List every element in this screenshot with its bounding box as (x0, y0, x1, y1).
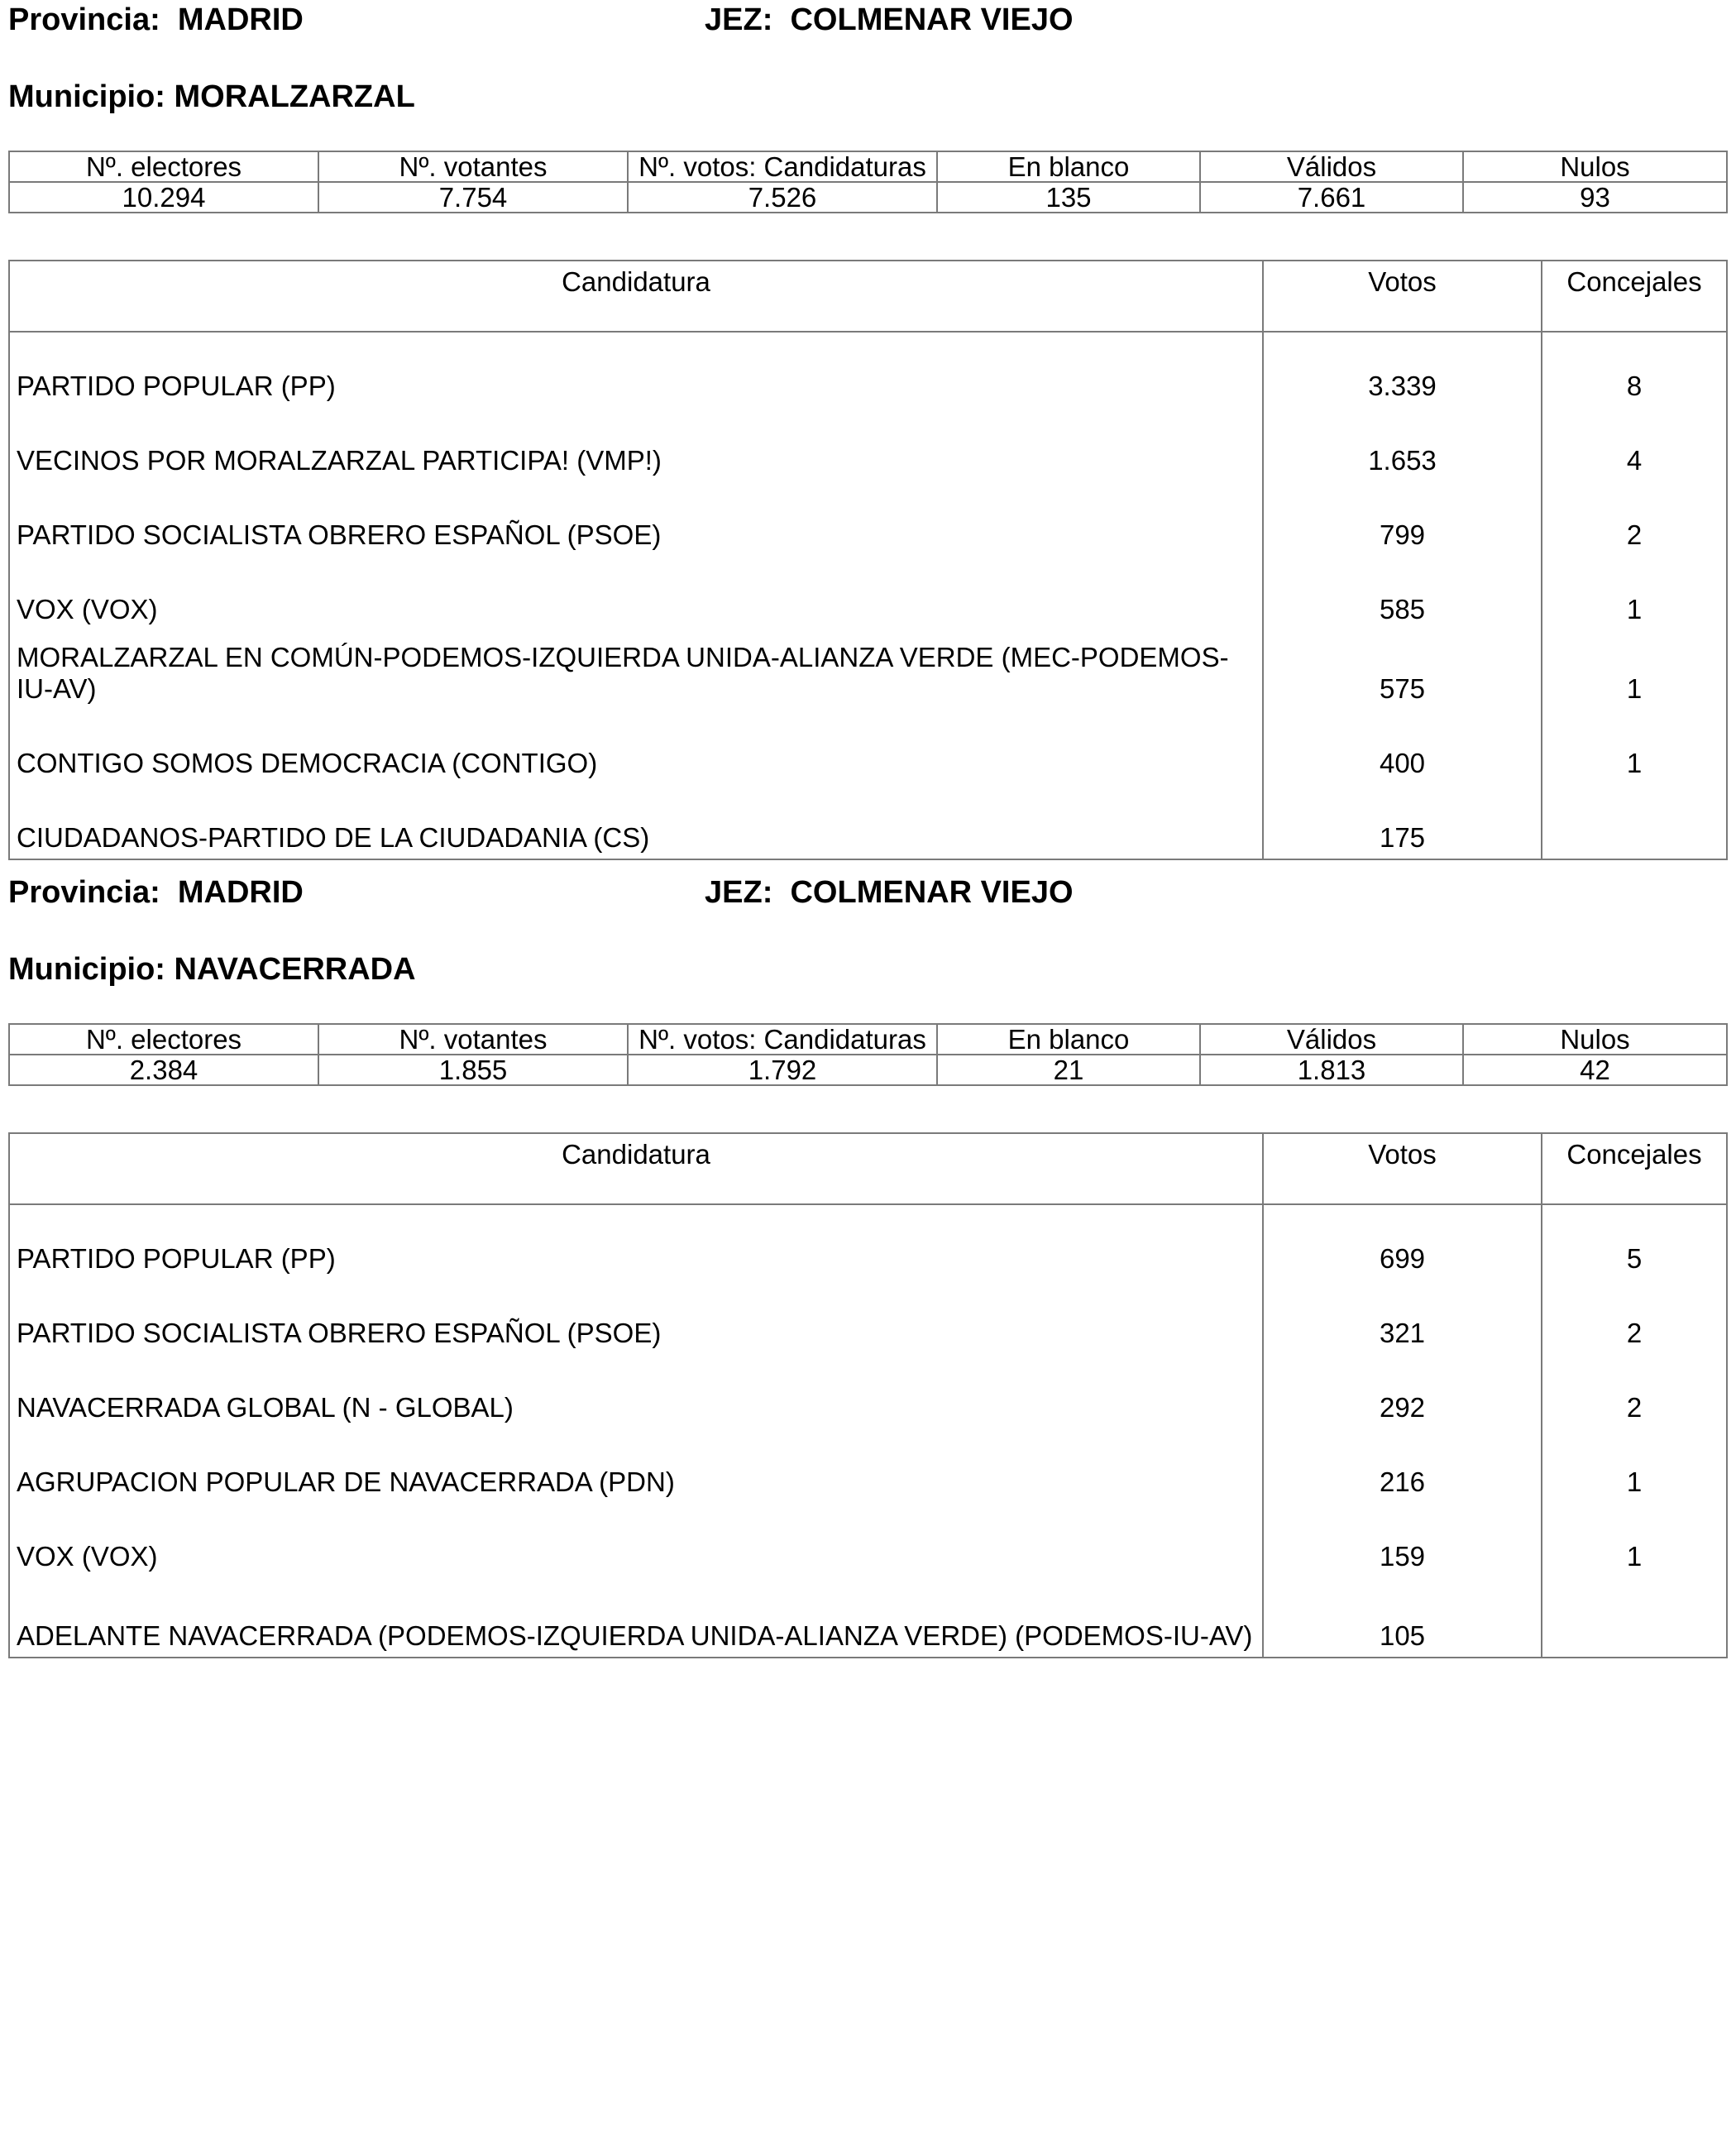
provincia-line (8, 2, 1074, 38)
concejales-value: 4 (1542, 407, 1727, 481)
candidatura-name: PARTIDO POPULAR (PP) (9, 1204, 1263, 1280)
candidatura-name: ADELANTE NAVACERRADA (PODEMOS-IZQUIERDA UNIDA-ALIANZA VERDE) (PODEMOS-IU-AV) (9, 1577, 1263, 1658)
summary-value-row (9, 182, 1727, 213)
votos-value: 799 (1263, 481, 1542, 556)
provincia-label: Provincia: (8, 2, 160, 37)
votos-value: 292 (1263, 1354, 1542, 1428)
summary-header-cell: Nulos (1463, 151, 1727, 182)
summary-value-cell: 7.661 (1200, 182, 1463, 213)
concejales-value: 2 (1542, 1280, 1727, 1354)
candidatura-name: AGRUPACION POPULAR DE NAVACERRADA (PDN) (9, 1428, 1263, 1503)
results-header-votos: Votos (1263, 1133, 1542, 1204)
votos-value: 400 (1263, 710, 1542, 784)
votos-value: 105 (1263, 1577, 1542, 1658)
summary-value-cell: 93 (1463, 182, 1727, 213)
votos-value: 159 (1263, 1503, 1542, 1577)
summary-table (8, 1023, 1728, 1086)
results-header-concejales: Concejales (1542, 261, 1727, 332)
results-table (8, 260, 1728, 860)
municipio-line (8, 79, 415, 115)
concejales-value: 1 (1542, 1503, 1727, 1577)
candidatura-name: PARTIDO POPULAR (PP) (9, 332, 1263, 407)
summary-value-row (9, 1055, 1727, 1085)
summary-header-cell: Válidos (1200, 1024, 1463, 1055)
municipio-line (8, 951, 416, 988)
concejales-value (1542, 1577, 1727, 1658)
summary-header-cell: Nº. electores (9, 151, 318, 182)
table-row (9, 710, 1727, 784)
municipio-label: Municipio: (8, 952, 165, 987)
votos-value: 321 (1263, 1280, 1542, 1354)
concejales-value: 1 (1542, 1428, 1727, 1503)
summary-value-cell: 1.792 (628, 1055, 937, 1085)
concejales-value: 5 (1542, 1204, 1727, 1280)
summary-value-cell: 1.813 (1200, 1055, 1463, 1085)
summary-value-cell: 7.754 (318, 182, 628, 213)
results-header-candidatura: Candidatura (9, 1133, 1263, 1204)
candidatura-name: MORALZARZAL EN COMÚN-PODEMOS-IZQUIERDA UNIDA-ALIANZA VERDE (MEC-PODEMOS-IU-AV) (9, 630, 1263, 710)
municipio-value: NAVACERRADA (174, 952, 416, 987)
jez-value: COLMENAR VIEJO (790, 2, 1074, 37)
municipio-value: MORALZARZAL (174, 79, 415, 114)
candidatura-name: CIUDADANOS-PARTIDO DE LA CIUDADANIA (CS) (9, 784, 1263, 859)
summary-value-cell: 10.294 (9, 182, 318, 213)
results-header-concejales: Concejales (1542, 1133, 1727, 1204)
results-table (8, 1132, 1728, 1658)
jez-value: COLMENAR VIEJO (790, 875, 1074, 910)
summary-header-row (9, 1024, 1727, 1055)
summary-header-cell: En blanco (937, 151, 1200, 182)
results-header-votos: Votos (1263, 261, 1542, 332)
candidatura-name: VECINOS POR MORALZARZAL PARTICIPA! (VMP!) (9, 407, 1263, 481)
votos-value: 3.339 (1263, 332, 1542, 407)
votos-value: 585 (1263, 556, 1542, 630)
candidatura-name: PARTIDO SOCIALISTA OBRERO ESPAÑOL (PSOE) (9, 1280, 1263, 1354)
candidatura-name: PARTIDO SOCIALISTA OBRERO ESPAÑOL (PSOE) (9, 481, 1263, 556)
summary-header-cell: Nº. electores (9, 1024, 318, 1055)
concejales-value: 1 (1542, 630, 1727, 710)
results-header-candidatura: Candidatura (9, 261, 1263, 332)
votos-value: 1.653 (1263, 407, 1542, 481)
provincia-label: Provincia: (8, 875, 160, 910)
votos-value: 216 (1263, 1428, 1542, 1503)
table-row (9, 1428, 1727, 1503)
provincia-value: MADRID (177, 875, 304, 910)
summary-value-cell: 7.526 (628, 182, 937, 213)
table-row (9, 784, 1727, 859)
concejales-value: 1 (1542, 710, 1727, 784)
table-row (9, 332, 1727, 407)
results-header-row (9, 1133, 1727, 1204)
votos-value: 575 (1263, 630, 1542, 710)
table-row (9, 1280, 1727, 1354)
municipio-label: Municipio: (8, 79, 165, 114)
summary-header-cell: Nº. votantes (318, 151, 628, 182)
summary-header-cell: Nulos (1463, 1024, 1727, 1055)
table-row (9, 407, 1727, 481)
summary-header-cell: En blanco (937, 1024, 1200, 1055)
candidatura-name: VOX (VOX) (9, 556, 1263, 630)
candidatura-name: NAVACERRADA GLOBAL (N - GLOBAL) (9, 1354, 1263, 1428)
provincia-line (8, 874, 1074, 911)
votos-value: 699 (1263, 1204, 1542, 1280)
summary-table (8, 151, 1728, 213)
concejales-value: 8 (1542, 332, 1727, 407)
summary-header-cell: Nº. votos: Candidaturas (628, 151, 937, 182)
table-row (9, 556, 1727, 630)
concejales-value: 1 (1542, 556, 1727, 630)
summary-value-cell: 2.384 (9, 1055, 318, 1085)
jez-line (705, 2, 1074, 38)
table-row (9, 1577, 1727, 1658)
results-header-row (9, 261, 1727, 332)
provincia-value: MADRID (177, 2, 304, 37)
table-row (9, 481, 1727, 556)
jez-label: JEZ: (705, 875, 773, 910)
concejales-value (1542, 784, 1727, 859)
summary-value-cell: 21 (937, 1055, 1200, 1085)
candidatura-name: CONTIGO SOMOS DEMOCRACIA (CONTIGO) (9, 710, 1263, 784)
table-row (9, 1354, 1727, 1428)
votos-value: 175 (1263, 784, 1542, 859)
summary-value-cell: 42 (1463, 1055, 1727, 1085)
candidatura-name: VOX (VOX) (9, 1503, 1263, 1577)
summary-header-row (9, 151, 1727, 182)
table-row (9, 1204, 1727, 1280)
summary-header-cell: Nº. votantes (318, 1024, 628, 1055)
concejales-value: 2 (1542, 481, 1727, 556)
jez-line (705, 874, 1074, 911)
concejales-value: 2 (1542, 1354, 1727, 1428)
jez-label: JEZ: (705, 2, 773, 37)
table-row (9, 630, 1727, 710)
summary-header-cell: Válidos (1200, 151, 1463, 182)
summary-value-cell: 135 (937, 182, 1200, 213)
table-row (9, 1503, 1727, 1577)
summary-header-cell: Nº. votos: Candidaturas (628, 1024, 937, 1055)
summary-value-cell: 1.855 (318, 1055, 628, 1085)
